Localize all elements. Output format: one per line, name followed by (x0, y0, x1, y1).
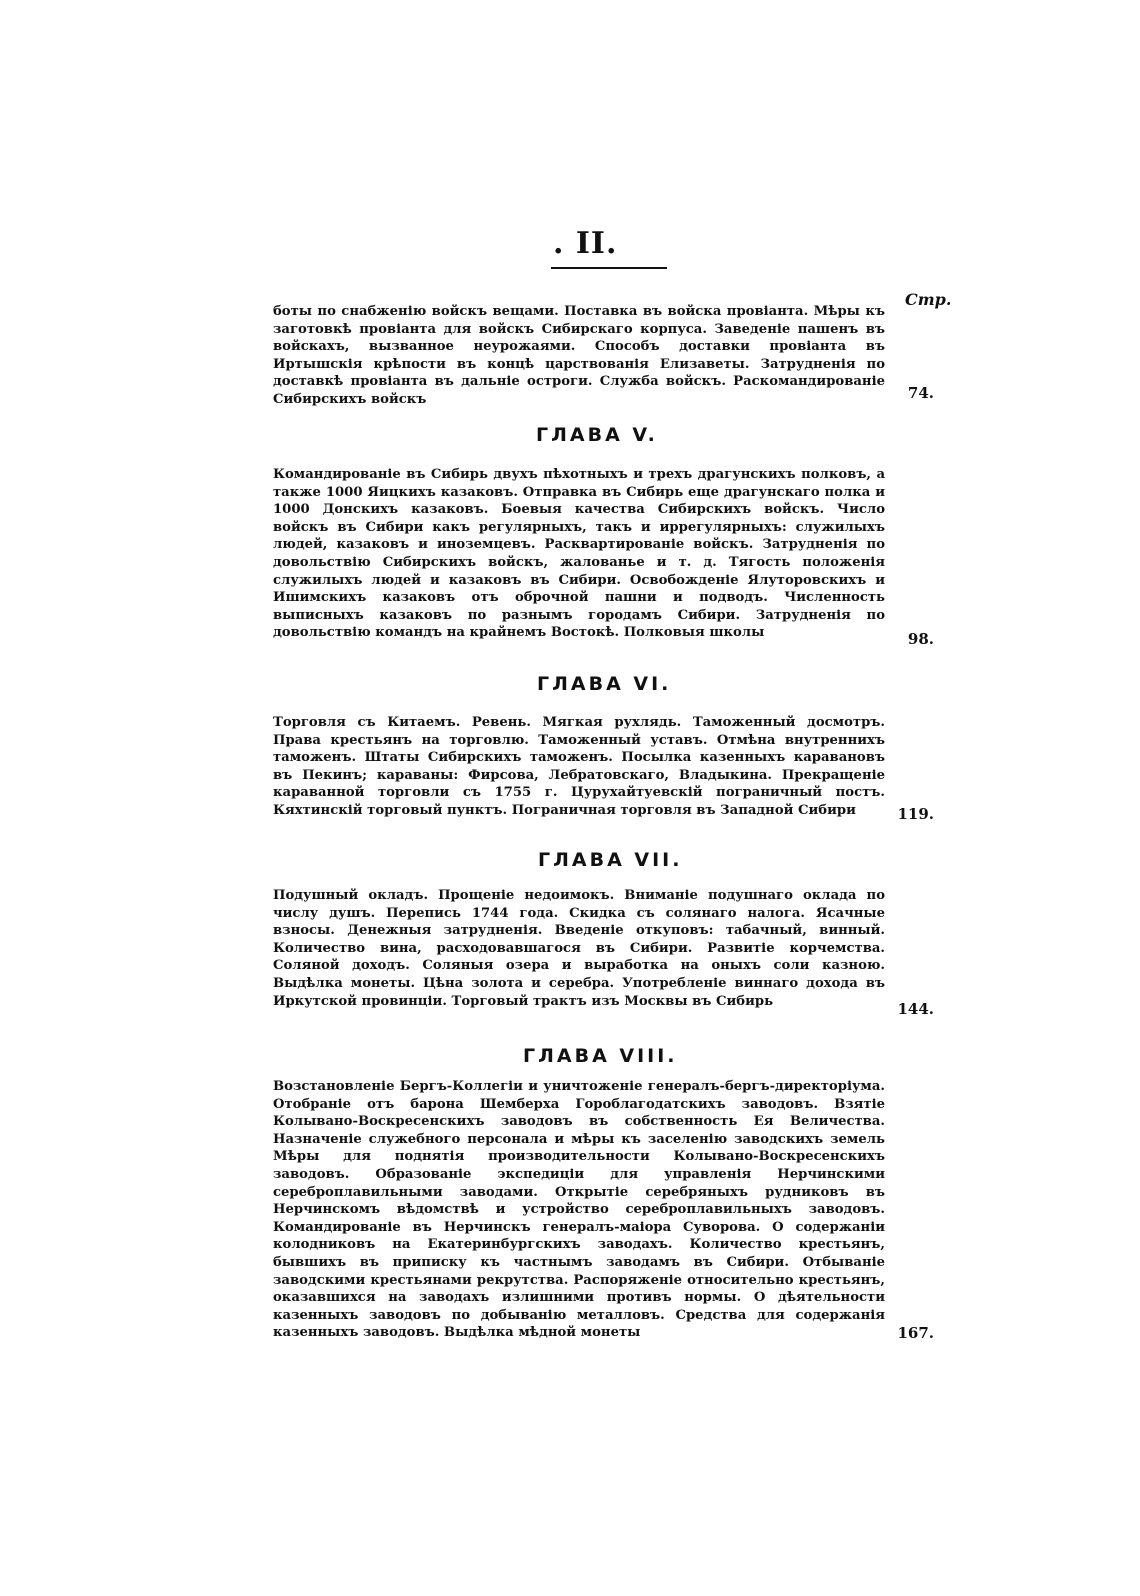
chapter-vii-page-number: 144. (897, 1000, 934, 1018)
page-column-label: Стр. (905, 290, 952, 309)
page-numeral-dot: . (553, 226, 576, 261)
chapter-heading-viii: ГЛАВА VIII. (523, 1045, 678, 1067)
chapter-heading-v: ГЛАВА V. (536, 424, 658, 446)
chapter-vi-page-number: 119. (897, 805, 934, 823)
section-text-continuation: боты по снабженію войскъ вещами. Поставка въ войска провіанта. Мѣры къ заготовкѣ провіанта для войскъ Сибирскаго корпуса. Заведеніе пашенъ въ войскахъ, вызванное неурожаями. Способъ доставки провіанта въ Иртышскія крѣпости въ концѣ царствованія Елизаветы. Затрудненія по доставкѣ провіанта въ дальніе остроги. Служба войскъ. Раскомандированіе Сибирскихъ войскъ (273, 304, 885, 407)
chapter-vii-summary: Подушный окладъ. Прощеніе недоимокъ. Вниманіе подушнаго оклада по числу душъ. Перепись 1744 года. Скидка съ солянаго налога. Ясачные взносы. Денежныя затрудненія. Введеніе откуповъ: табачный, винный. Количество вина, расходовавшагося въ Сибири. Развитіе корчемства. Соляной доходъ. Соляныя озера и выработка на оныхъ соли казною. Выдѣлка монеты. Цѣна золота и серебра. Употребленіе виннаго дохода въ Иркутской провинціи. Торговый трактъ изъ Москвы въ Сибирь (273, 888, 885, 1009)
chapter-v-page-number: 98. (907, 630, 934, 648)
chapter-v-summary: Командированіе въ Сибирь двухъ пѣхотныхъ и трехъ драгунскихъ полковъ, а также 1000 Яицкихъ казаковъ. Отправка въ Сибирь еще драгунскаго полка и 1000 Донскихъ казаковъ. Боевыя качества Сибирскихъ войскъ. Число войскъ въ Сибири какъ регулярныхъ, такъ и иррегулярныхъ: служилыхъ людей, казаковъ и иноземцевъ. Расквартированіе войскъ. Затрудненія по довольствію Сибирскихъ войскъ, жалованье и т. д. Тягость положенія служилыхъ людей и казаковъ въ Сибири. Освобожденіе Ялуторовскихъ и Ишимскихъ казаковъ отъ оброчной пашни и подводъ. Численность выписныхъ казаковъ по разнымъ городамъ Сибири. Затрудненія по довольствію командъ на крайнемъ Востокѣ. Полковыя школы (273, 467, 885, 641)
chapter-viii-page-number: 167. (897, 1324, 934, 1342)
section-page-number: 74. (907, 384, 934, 402)
page-numeral-rule (551, 267, 667, 269)
chapter-heading-vii: ГЛАВА VII. (538, 849, 683, 871)
page-numeral: . II. (553, 226, 618, 261)
chapter-vi-summary: Торговля съ Китаемъ. Ревень. Мягкая рухлядь. Таможенный досмотръ. Права крестьянъ на торговлю. Таможенный уставъ. Отмѣна внутреннихъ таможенъ. Штаты Сибирскихъ таможенъ. Посылка казенныхъ каравановъ въ Пекинъ; караваны: Фирсова, Лебратовскаго, Владыкина. Прекращеніе караванной торговли съ 1755 г. Цурухайтуевскій пограничный постъ. Кяхтинскій торговый пунктъ. Пограничная торговля въ Западной Сибири (273, 715, 885, 818)
chapter-heading-vi: ГЛАВА VI. (537, 673, 672, 695)
chapter-viii-summary: Возстановленіе Бергъ-Коллегіи и уничтоженіе генералъ-бергъ-директоріума. Отобраніе отъ барона Шемберха Гороблагодатскихъ заводовъ. Взятіе Колывано-Воскресенскихъ заводовъ въ собственность Ея Величества. Назначеніе служебного персонала и мѣры къ заселенію заводскихъ земель Мѣры для поднятія производительности Колывано-Воскресенскихъ заводовъ. Образованіе экспедиціи для управленія Нерчинскими сереброплавильными заводами. Открытіе серебряныхъ рудниковъ въ Нерчинскомъ вѣдомствѣ и устройство сереброплавильныхъ заводовъ. Командированіе въ Нерчинскъ генералъ-маіора Суворова. О содержаніи колодниковъ на Екатеринбургскихъ заводахъ. Количество крестьянъ, бывшихъ въ приписку къ частнымъ заводамъ въ Сибири. Отбываніе заводскими крестьянами рекрутства. Распоряженіе относительно крестьянъ, оказавшихся на заводахъ излишними противъ нормы. О дѣятельности казенныхъ заводовъ по добыванію металловъ. Средства для содержанія казенныхъ заводовъ. Выдѣлка мѣдной монеты (273, 1079, 885, 1341)
